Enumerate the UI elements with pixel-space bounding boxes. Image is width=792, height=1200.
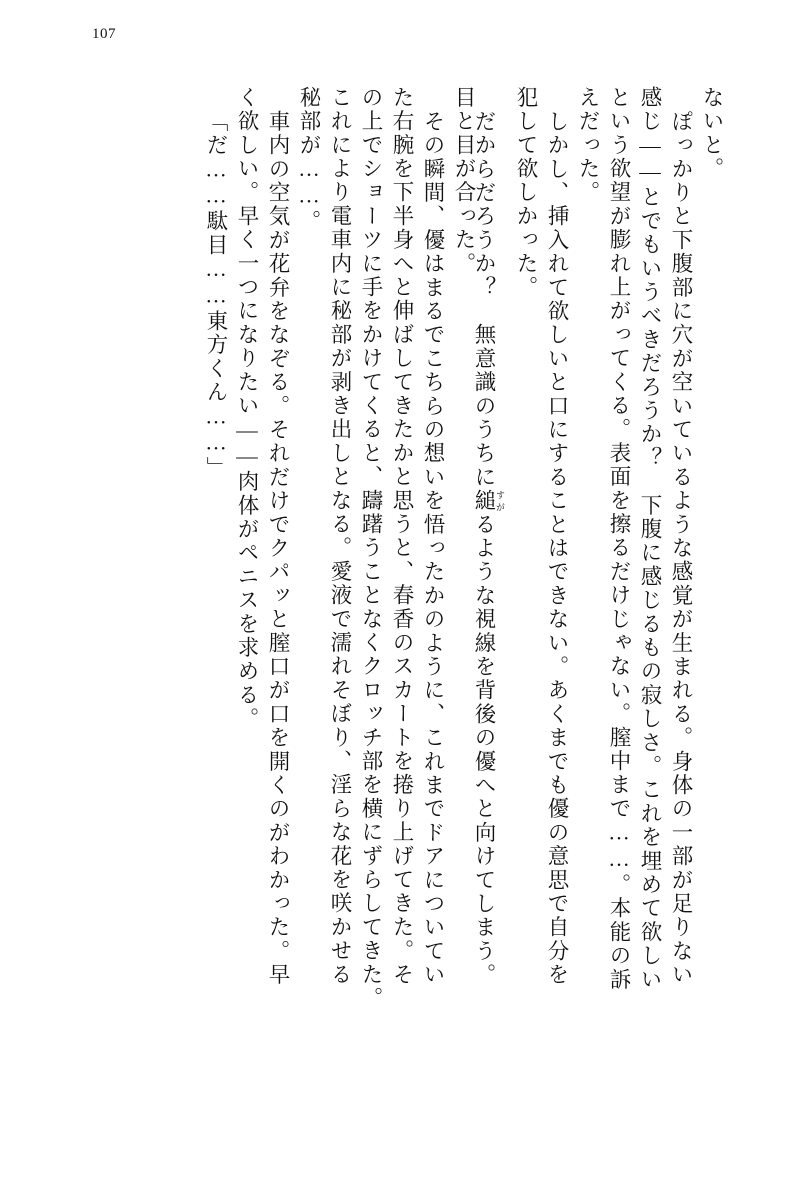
- text-line: 車内の空気が花弁をなぞる。それだけでクパッと膣口が口を開くのがわかった。早: [266, 110, 290, 987]
- text-line: の上でショーツに手をかけてくると、躊躇うことなくクロッチ部を横にずらしてきた。: [359, 86, 383, 1011]
- vertical-text-body: [70, 86, 722, 1150]
- text-line: た右腕を下半身へと伸ばしてきたかと思うと、春香のスカートを捲り上げてきた。そ: [390, 86, 414, 987]
- text-line: しかし、挿入れて欲しいと口にすることはできない。あくまでも優の意思で自分を: [545, 110, 569, 987]
- text-line: ないと。: [700, 86, 724, 181]
- text-line: 目と目が合った。: [452, 86, 476, 276]
- text-line: 感じ——とでもいうべきだろうか？ 下腹に感じるもの寂しさ。これを埋めて欲しい: [638, 86, 662, 992]
- text-line: その瞬間、優はまるでこちらの想いを悟ったかのように、これまでドアについてい: [421, 110, 445, 987]
- text-line: これにより電車内に秘部が剥き出しとなる。愛液で濡れそぼり、淫らな花を咲かせる: [328, 86, 352, 987]
- text-line: く欲しい。早く一つになりたい——肉体がペニスを求める。: [235, 86, 259, 731]
- text-line: えだった。: [576, 86, 600, 205]
- text-line: 「だ……駄目……東方くん……」: [204, 110, 228, 481]
- ruby-annotation: 縋 すが: [472, 489, 505, 513]
- text-line: 秘部が……。: [297, 86, 321, 234]
- text-line: 犯して欲しかった。: [514, 86, 538, 300]
- text-line: という欲望が膨れ上がってくる。表面を擦るだけじゃない。膣中まで……。本能の訴: [607, 86, 631, 992]
- text-line-with-ruby: だからだろうか？ 無意識のうちに縋 すがるような視線を背後の優へと向けてしまう。: [472, 110, 505, 987]
- text-line: ぽっかりと下腹部に穴が空いているような感覚が生まれる。身体の一部が足りない: [669, 110, 693, 987]
- page-number: 107: [92, 26, 116, 42]
